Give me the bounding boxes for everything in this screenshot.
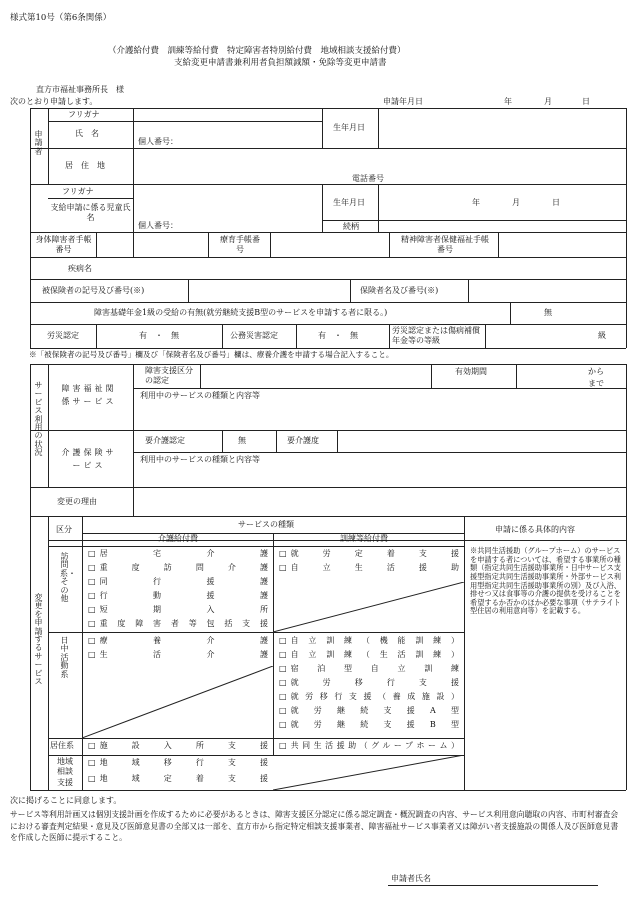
- checkbox-icon[interactable]: □: [88, 549, 96, 558]
- addressee: 直方市福祉事務所長 様: [36, 85, 124, 94]
- service-option-visit_care-3[interactable]: [88, 592, 268, 600]
- disability-cert-label: 身体障害者手帳番号: [35, 235, 92, 254]
- daytime-category-label: 日中活動系: [60, 636, 69, 679]
- application-month: 月: [544, 97, 552, 106]
- service-option-visit_training-1[interactable]: [279, 564, 459, 572]
- service-option-label: 地域移行支援: [99, 758, 268, 767]
- residence-category-label: 居住系: [50, 741, 74, 750]
- name-label: 氏 名: [75, 129, 99, 138]
- checkbox-icon[interactable]: □: [279, 664, 287, 673]
- signature-label: 申請者氏名: [391, 874, 431, 883]
- service-option-comm_care-0[interactable]: [88, 759, 268, 767]
- checkbox-icon[interactable]: □: [88, 636, 96, 645]
- service-option-label: 行動援護: [99, 591, 268, 600]
- address-label: 居 住 地: [65, 161, 105, 170]
- checkbox-icon[interactable]: □: [279, 549, 287, 558]
- service-option-visit_care-5[interactable]: [88, 620, 268, 628]
- relationship-label: 続柄: [343, 222, 359, 231]
- comp-grade-label: 労災認定または傷病補償年金等の等級: [392, 326, 480, 345]
- checkbox-icon[interactable]: □: [88, 741, 96, 750]
- child-birth-year: 年: [472, 198, 480, 207]
- service-option-label: 自立訓練（機能訓練）: [290, 636, 459, 645]
- category-header: 区分: [56, 525, 72, 534]
- checkbox-icon[interactable]: □: [88, 650, 96, 659]
- service-option-label: 就労定着支援: [290, 549, 459, 558]
- checkbox-icon[interactable]: □: [279, 563, 287, 572]
- service-option-label: 就労移行支援: [290, 678, 459, 687]
- public-comp-label: 公務災害認定: [230, 331, 278, 340]
- checkbox-icon[interactable]: □: [88, 619, 96, 628]
- application-year: 年: [504, 97, 512, 106]
- child-birth-month: 月: [512, 198, 520, 207]
- service-option-label: 同行援護: [99, 577, 268, 586]
- service-option-day_training-1[interactable]: [279, 651, 459, 659]
- checkbox-icon[interactable]: □: [279, 720, 287, 729]
- training-benefit-header: 訓練等給付費: [340, 534, 388, 543]
- applicant-side-label: 申請者: [34, 130, 43, 156]
- checkbox-icon[interactable]: □: [279, 706, 287, 715]
- usage-status-label: サービス利用の状況: [34, 381, 43, 458]
- checkbox-icon[interactable]: □: [279, 692, 287, 701]
- service-option-label: 就労移行支援（養成施設）: [290, 692, 459, 701]
- valid-from: から: [588, 367, 604, 376]
- service-option-res_care[interactable]: [88, 742, 268, 750]
- service-option-label: 就労継続支援B型: [290, 720, 459, 729]
- service-option-label: 療養介護: [99, 636, 268, 645]
- care-level-label: 要介護度: [287, 436, 319, 445]
- personal-number-label: 個人番号：: [138, 137, 178, 146]
- ryoiku-cert-label: 療育手帳番号: [220, 235, 260, 254]
- category-cert-label: 障害支援区分の認定: [145, 366, 193, 385]
- signature-line[interactable]: [388, 885, 598, 886]
- checkbox-icon[interactable]: □: [88, 591, 96, 600]
- service-option-visit_training-0[interactable]: [279, 550, 459, 558]
- workers-comp-yes-no[interactable]: 有 ・ 無: [139, 331, 179, 340]
- child-birth-day: 日: [552, 198, 560, 207]
- care-cert-label: 要介護認定: [145, 436, 185, 445]
- specific-content-header: 申請に係る具体的内容: [495, 525, 575, 534]
- care-benefit-header: 介護給付費: [158, 534, 198, 543]
- checkbox-icon[interactable]: □: [88, 774, 96, 783]
- change-reason-label: 変更の理由: [57, 497, 97, 506]
- service-option-day_training-0[interactable]: [279, 637, 459, 645]
- form-title-line2: 支給変更申請書兼利用者負担額減額・免除等変更申請書: [174, 58, 387, 68]
- service-option-res_training[interactable]: [279, 742, 459, 750]
- grade-unit: 級: [598, 331, 606, 340]
- service-option-day_care-1[interactable]: [88, 651, 268, 659]
- application-day: 日: [582, 97, 590, 106]
- community-category-label: 地域相談支援: [57, 757, 73, 787]
- service-option-label: 重度障害者等包括支援: [99, 619, 268, 628]
- application-date-label: 申請年月日: [383, 97, 423, 106]
- service-option-comm_care-1[interactable]: [88, 775, 268, 783]
- service-option-label: 就労継続支援A型: [290, 706, 459, 715]
- welfare-contents-label: 利用中のサービスの種類と内容等: [140, 391, 260, 400]
- service-option-label: 宿泊型自立訓練: [290, 664, 459, 673]
- mental-cert-label: 精神障害者保健福祉手帳番号: [401, 235, 489, 254]
- service-option-label: 居宅介護: [99, 549, 268, 558]
- checkbox-icon[interactable]: □: [88, 577, 96, 586]
- group-home-note: ※共同生活援助（グループホーム）のサービスを申請する者については、希望する事業所の種類（指定共同生活援助事業所・日中サービス支援型指定共同生活援助事業所・外部サービス利用型指定共同生活援助事業所の別）及び入浴、排せつ又は食事等の介護の提供を受けることを希望するか否かのほか必要な事項（サテライト型住居の利用意向等）を記載する。: [470, 546, 621, 616]
- service-option-visit_care-2[interactable]: [88, 578, 268, 586]
- child-furigana-label: フリガナ: [62, 187, 94, 196]
- intro-text: 次のとおり申請します。: [10, 97, 98, 106]
- insured-number-label: 被保険者の記号及び番号(※): [42, 286, 145, 295]
- service-option-day_care-0[interactable]: [88, 637, 268, 645]
- service-option-day_training-5[interactable]: [279, 707, 459, 715]
- birth-date-label: 生年月日: [333, 123, 365, 132]
- consent-title: 次に掲げることに同意します。: [10, 796, 122, 805]
- checkbox-icon[interactable]: □: [88, 605, 96, 614]
- service-option-label: 自立生活援助: [290, 563, 459, 572]
- workers-comp-label: 労災認定: [47, 331, 79, 340]
- service-option-visit_care-1[interactable]: [88, 564, 268, 572]
- checkbox-icon[interactable]: □: [279, 678, 287, 687]
- pension-none[interactable]: 無: [544, 308, 552, 317]
- consent-body: サービス等利用計画又は個別支援計画を作成するために必要があるときは、障害支援区分認定に係る認定調査・概況調査の内容、サービス利用意向聴取の内容、市町村審査会における審査判定結果・意見及び医師意見書の全部又は一部を、直方市から指定特定相談支援事業者、障害福祉サービス事業者又は障がい者支援施設の関係人及び医師意見書を作成した医師に提示すること。: [10, 810, 619, 843]
- checkbox-icon[interactable]: □: [279, 741, 287, 750]
- service-type-header: サービスの種類: [238, 520, 294, 529]
- service-option-label: 地域定着支援: [99, 774, 268, 783]
- service-option-label: 短期入所: [99, 605, 268, 614]
- service-option-day_training-3[interactable]: [279, 679, 459, 687]
- insurance-note: ※「被保険者の記号及び番号」欄及び「保険者名及び番号」欄は、療養介護を申請する場合記入すること。: [29, 350, 394, 359]
- change-services-label: 変更を申請するサービス: [34, 593, 43, 686]
- visit-category-label: 訪問系・その他: [60, 552, 76, 603]
- checkbox-icon[interactable]: □: [279, 636, 287, 645]
- service-option-day_training-6[interactable]: [279, 721, 459, 729]
- service-option-label: 施設入所支援: [99, 741, 268, 750]
- pension-question: 障害基礎年金1級の受給の有無(就労継続支援B型のサービスを申請する者に限る。): [94, 308, 388, 317]
- insurer-number-label: 保険者名及び番号(※): [360, 286, 439, 295]
- service-option-visit_care-0[interactable]: [88, 550, 268, 558]
- day-care-blank-diagonal: [82, 666, 273, 738]
- service-option-label: 重度訪問介護: [99, 563, 268, 572]
- care-contents-label: 利用中のサービスの種類と内容等: [140, 455, 260, 464]
- furigana-label: フリガナ: [68, 110, 100, 119]
- care-insurance-label: 介護保険サービス: [61, 448, 117, 470]
- service-option-label: 共同生活援助（グループホーム）: [290, 741, 459, 750]
- phone-label: 電話番号: [352, 174, 384, 183]
- community-training-blank-diagonal: [273, 755, 464, 790]
- child-personal-number-label: 個人番号：: [138, 221, 178, 230]
- service-option-label: 生活介護: [99, 650, 268, 659]
- checkbox-icon[interactable]: □: [88, 563, 96, 572]
- valid-to: まで: [588, 379, 604, 388]
- valid-period-label: 有効期間: [455, 367, 487, 376]
- form-title-line1: （介護給付費 訓練等給付費 特定障害者特別給付費 地域相談支援給付費）: [108, 46, 406, 56]
- checkbox-icon[interactable]: □: [88, 758, 96, 767]
- care-cert-none[interactable]: 無: [238, 436, 246, 445]
- child-name-label: 支給申請に係る児童氏名: [50, 203, 131, 223]
- child-birth-date-label: 生年月日: [333, 198, 365, 207]
- service-option-visit_care-4[interactable]: [88, 606, 268, 614]
- form-number: 様式第10号（第6条関係）: [10, 13, 112, 23]
- visit-training-blank-diagonal: [273, 582, 464, 632]
- service-option-label: 自立訓練（生活訓練）: [290, 650, 459, 659]
- welfare-service-label: 障害福祉関係サービス: [61, 384, 117, 406]
- public-comp-yes-no[interactable]: 有 ・ 無: [318, 331, 358, 340]
- service-option-day_training-4[interactable]: [279, 693, 459, 701]
- checkbox-icon[interactable]: □: [279, 650, 287, 659]
- service-option-day_training-2[interactable]: [279, 665, 459, 673]
- disease-label: 疾病名: [68, 264, 92, 273]
